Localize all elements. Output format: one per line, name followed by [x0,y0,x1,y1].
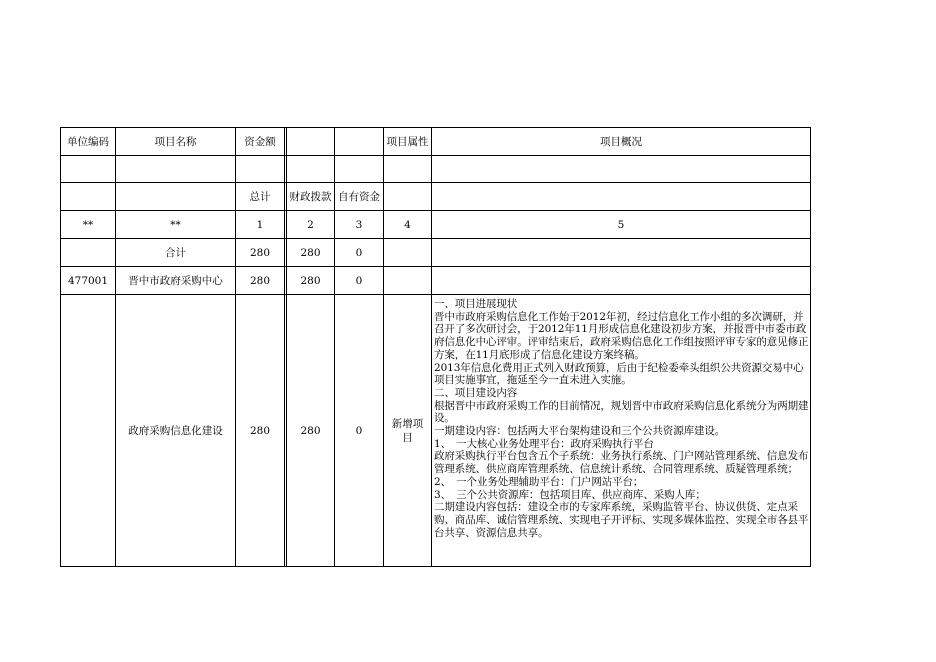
grid-line [431,127,432,567]
grid-line [60,182,811,183]
total-amount: 280 [249,246,271,259]
index-col-5: 5 [617,218,625,231]
index-col-3: 3 [355,218,363,231]
index-col-4: 4 [404,218,411,231]
unit-total: 280 [249,274,271,287]
index-unit-code: ** [82,218,94,231]
unit-self-funds: 0 [355,274,363,287]
project-attr-line-1: 新增项 [391,417,424,430]
index-project-name: ** [170,218,181,231]
project-total: 280 [249,424,271,437]
header-unit-code: 单位编码 [67,135,109,148]
total-fiscal: 280 [300,246,321,259]
grid-line [60,127,61,567]
project-fiscal: 280 [300,424,321,437]
project-overview: 一、项目进展现状 晋中市政府采购信息化工作始于2012年初，经过信息化工作小组的多次调研，并召开了多次研讨会，于2012年11月形成信息化建设初步方案，并报晋中市委市政府信息化中心评审。评审结束后，政府采购信息化工作组按照评审专家的意见修正方案，在11月底形成了信息化建设方案终稿。 2013年信息化费用正式列入财政预算，后由于纪检委牵头组织公共资源交易中心项目实施事宜，拖延至今一直未进入实施。 二、项目建设内容 根据晋中市政府采购工作的目前情况，规划晋中市政府采购信息化系统分为两期建设。 一期建设内容：包括两大平台架构建设和三个公共资源库建设。 1、 一大核心业务处理平台：政府采购执行平台 政府采购执行平台包含五个子系统：业务执行系统、门户网站管理系统、信息发布管理系统、供应商库管理系统、信息统计系统、合同管理系统、质疑管理系统； 2、 一个业务处理辅助平台：门户网站平台； 3、 三个公共资源库：包括项目库、供应商库、采购人库； 二期建设内容包括：建设全市的专家库系统，采购监管平台、协议供货、定点采购、商品库、诚信管理系统、实现电子开评标、实现多媒体监控、实现全市各县平台共享、资源信息共享。 [434,298,809,539]
grid-line [60,566,811,567]
unit-name: 晋中市政府采购中心 [128,274,223,287]
grid-line [60,155,811,156]
unit-code: 477001 [67,274,109,287]
header-project-attr: 项目属性 [386,135,429,148]
project-attr-line-2: 目 [402,431,413,444]
project-attr [384,295,431,566]
header-project-name: 项目名称 [154,135,197,148]
subheader-fiscal: 财政拨款 [289,190,332,203]
index-col-1: 1 [256,218,264,231]
total-self-funds: 0 [355,246,363,259]
unit-fiscal: 280 [300,274,321,287]
subheader-self-funds: 自有资金 [338,190,380,203]
project-name: 政府采购信息化建设 [128,424,223,437]
index-col-2: 2 [307,218,314,231]
grid-line [284,127,285,567]
header-funds: 资金额 [244,135,276,148]
total-label: 合计 [165,246,186,259]
header-overview: 项目概况 [600,135,642,148]
project-self-funds: 0 [355,424,363,437]
subheader-total: 总计 [249,190,271,203]
grid-line [810,127,811,567]
